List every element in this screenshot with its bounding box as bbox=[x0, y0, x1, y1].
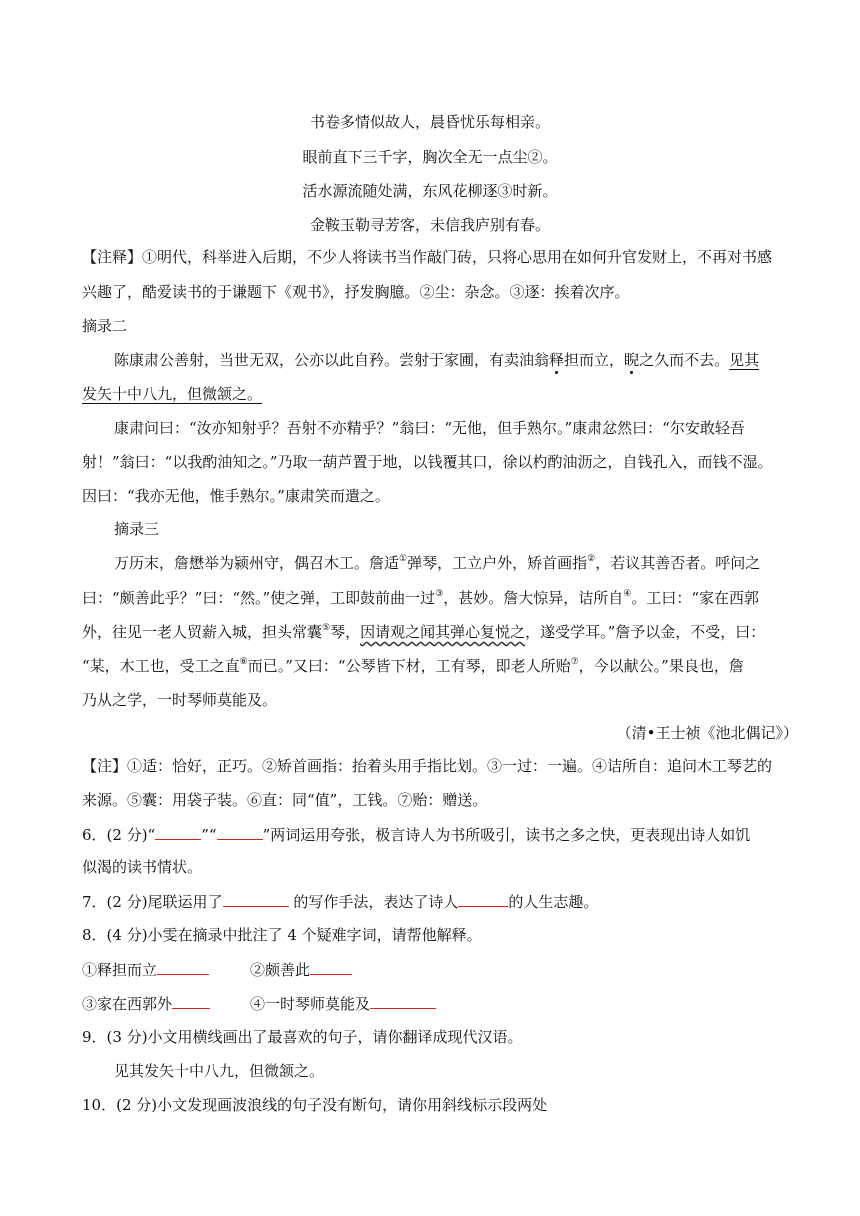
poem-line-2: 眼前直下三千字，胸次全无一点尘②。 bbox=[302, 148, 558, 166]
question-8-item-1: ①释担而立 bbox=[82, 959, 209, 980]
underlined-sentence-end: 发矢十中八九，但微颔之。 bbox=[82, 385, 263, 403]
poem-line-1: 书卷多情似故人，晨昏忧乐每相亲。 bbox=[309, 113, 550, 131]
answer-blank-7b[interactable] bbox=[458, 891, 508, 907]
answer-blank-6b[interactable] bbox=[217, 824, 263, 840]
dotted-word-shi: 释 bbox=[549, 351, 565, 369]
poem-line-3: 活水源流随处满，东风花柳逐③时新。 bbox=[302, 182, 558, 200]
excerpt-2-para2-line1: 康肃问曰：“汝亦知射乎？吾射不亦精乎？”翁曰：“无他，但手熟尔。”康肃忿然曰：“尔安敢轻吾 bbox=[114, 419, 745, 437]
excerpt-2-para1-line2 bbox=[82, 384, 262, 404]
excerpt-3-line4: “某，木工也，受工之直⑥而已。”又曰：“公琴皆下材，工有琴，即老人所贻⑦，今以献公。”果良也，詹 bbox=[82, 657, 744, 675]
answer-blank-8-2[interactable] bbox=[310, 959, 352, 975]
question-8: 8．(4 分)小雯在摘录中批注了 4 个疑难字词，请帮他解释。 bbox=[82, 926, 482, 944]
excerpt-2-para2-line3: 因曰：“我亦无他，惟手熟尔。”康肃笑而遣之。 bbox=[82, 487, 390, 505]
question-8-item-4: ④一时琴师莫能及 bbox=[250, 993, 436, 1014]
excerpt-3-line3: 外，往见一老人贸薪入城，担头常囊⑤琴，因请观之闻其弹心复悦之，遂受学耳。”詹予以金，不受，曰： bbox=[82, 623, 766, 641]
excerpt-3-note-line1: 【注】①适：恰好，正巧。②矫首画指：抬着头用手指比划。③一过：一遍。④诘所自：追问木工琴艺的 bbox=[82, 757, 773, 775]
underlined-sentence-start: 见其 bbox=[729, 351, 760, 369]
question-10: 10．(2 分)小文发现画波浪线的句子没有断句，请你用斜线标示段两处 bbox=[82, 1096, 548, 1114]
question-7: 7．(2 分)尾联运用了 的写作手法，表达了诗人 的人生志趣。 bbox=[82, 893, 599, 911]
question-9-sentence: 见其发矢十中八九，但微颔之。 bbox=[114, 1062, 325, 1080]
question-6-line1: 6．(2 分)“ ”“ ”两词运用夸张，极言诗人为书所吸引，读书之多之快，更表现出诗人如饥 bbox=[82, 826, 751, 844]
excerpt-2-para1-line1: 陈康肃公善射，当世无双，公亦以此自矜。尝射于家圃，有卖油翁释担而立，睨之久而不去。见其 bbox=[114, 351, 760, 369]
answer-blank-7a[interactable] bbox=[223, 891, 289, 907]
excerpt-3-title: 摘录三 bbox=[114, 520, 160, 538]
question-9: 9．(3 分)小文用横线画出了最喜欢的句子，请你翻译成现代汉语。 bbox=[82, 1028, 523, 1046]
answer-blank-6a[interactable] bbox=[155, 824, 201, 840]
question-8-item-2: ②颇善此 bbox=[250, 959, 352, 980]
excerpt-2-para2-line2: 射！”翁曰：“以我酌油知之。”乃取一葫芦置于地，以钱覆其口，徐以杓酌油沥之，自钱孔入，而钱不湿。 bbox=[82, 453, 773, 471]
question-6-line2: 似渴的读书情状。 bbox=[82, 858, 203, 876]
excerpt-3-source: （清•王士祯《池北偶记》） bbox=[616, 724, 798, 742]
poem-line-4: 金鞍玉勒寻芳客，未信我庐别有春。 bbox=[309, 216, 550, 234]
wavy-underlined-sentence: 因请观之闻其弹心复悦之 bbox=[360, 623, 526, 641]
excerpt-2-title: 摘录二 bbox=[82, 317, 128, 335]
excerpt-3-note-line2: 来源。⑤囊：用袋子装。⑥直：同“值”，工钱。⑦贻：赠送。 bbox=[82, 791, 488, 809]
excerpt-3-line2: 曰：“颇善此乎？”曰：“然。”使之弹，工即鼓前曲一过③，甚妙。詹大惊异，诘所自④。工曰：“家在西郭 bbox=[82, 589, 760, 607]
answer-blank-8-1[interactable] bbox=[157, 959, 209, 975]
dotted-word-ni: 睨 bbox=[624, 351, 640, 369]
answer-blank-8-3[interactable] bbox=[172, 993, 210, 1009]
excerpt-3-line1: 万历末，詹懋举为颍州守，偶召木工。詹适①弹琴，工立户外，矫首画指②，若议其善否者。呼问之 bbox=[114, 554, 761, 572]
excerpt-3-line5: 乃从之学，一时琴师莫能及。 bbox=[82, 691, 278, 709]
answer-blank-8-4[interactable] bbox=[370, 993, 436, 1009]
question-8-item-3: ③家在西郭外 bbox=[82, 993, 210, 1014]
poem-annotation-line-2: 兴趣了，酷爱读书的于谦题下《观书》，抒发胸臆。②尘：杂念。③逐：挨着次序。 bbox=[82, 283, 630, 301]
poem-annotation-line-1: 【注释】①明代，科举进入后期，不少人将读书当作敲门砖，只将心思用在如何升官发财上，不再对书感 bbox=[82, 248, 773, 266]
